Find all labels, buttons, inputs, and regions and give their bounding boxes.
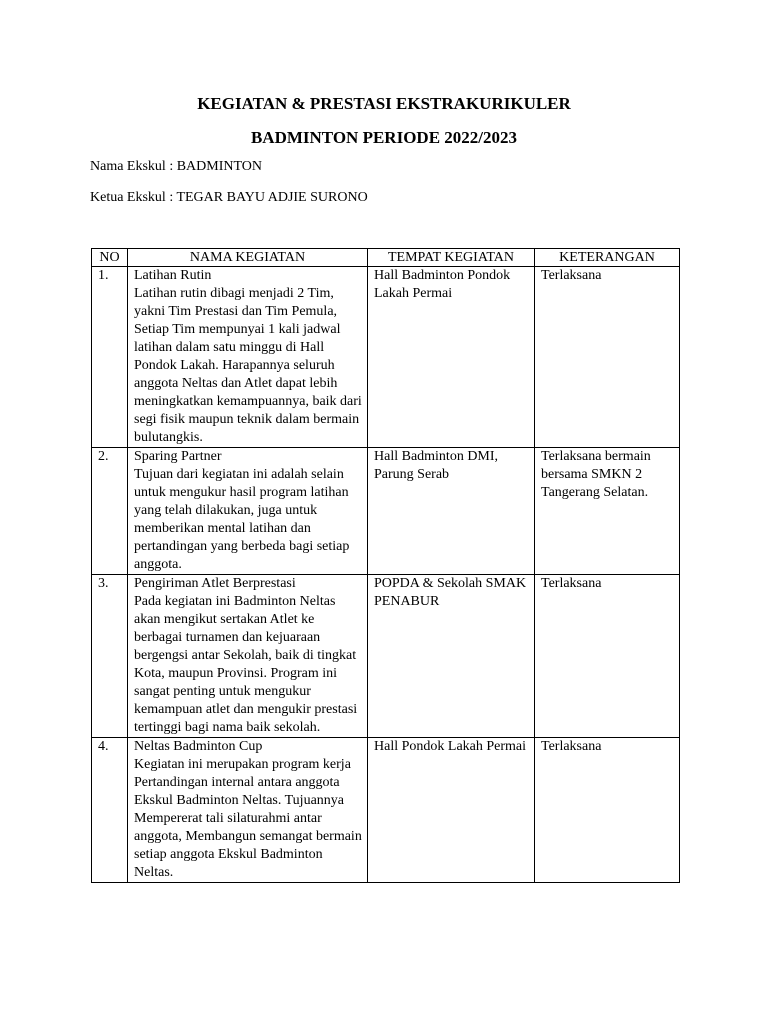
row-no: 4. — [92, 738, 128, 883]
row-tempat-kegiatan: Hall Badminton DMI, Parung Serab — [368, 448, 535, 575]
document-title-line2: BADMINTON PERIODE 2022/2023 — [250, 128, 518, 147]
row-no: 3. — [92, 575, 128, 738]
header-nama-kegiatan: NAMA KEGIATAN — [128, 249, 368, 267]
row-tempat-kegiatan: Hall Pondok Lakah Permai — [368, 738, 535, 883]
row-nama-kegiatan — [128, 448, 368, 575]
kegiatan-table — [91, 248, 680, 883]
row-keterangan: Terlaksana — [535, 575, 680, 738]
kegiatan-description: Latihan rutin dibagi menjadi 2 Tim, yakni Tim Prestasi dan Tim Pemula, Setiap Tim mempunyai 1 kali jadwal latihan dalam satu minggu di Hall Pondok Lakah. Harapannya seluruh anggota Neltas dan Atlet dapat lebih meningkatkan kemampuannya, baik dari segi fisik maupun teknik dalam bermain bulutangkis. — [134, 286, 362, 445]
row-nama-kegiatan — [128, 267, 368, 448]
row-keterangan: Terlaksana — [535, 267, 680, 448]
ketua-ekskul: Ketua Ekskul : TEGAR BAYU ADJIE SURONO — [90, 190, 368, 205]
table-row — [92, 267, 680, 448]
kegiatan-description: Tujuan dari kegiatan ini adalah selain untuk mengukur hasil program latihan yang telah dilakukan, juga untuk memberikan mental latihan dan pertandingan yang berbeda bagi setiap anggota. — [134, 467, 350, 572]
table-row — [92, 738, 680, 883]
kegiatan-description: Pada kegiatan ini Badminton Neltas akan mengikut sertakan Atlet ke berbagai turnamen dan kejuaraan bergengsi antar Sekolah, baik di tingkat Kota, maupun Provinsi. Program ini sangat penting untuk mengukur kemampuan atlet dan mengukir prestasi tertinggi bagi nama baik sekolah. — [134, 594, 358, 735]
kegiatan-title: Pengiriman Atlet Berprestasi — [134, 576, 296, 591]
header-keterangan: KETERANGAN — [535, 249, 680, 267]
table-row — [92, 448, 680, 575]
kegiatan-title: Latihan Rutin — [134, 268, 212, 283]
header-no: NO — [92, 249, 128, 267]
table-header-row — [92, 249, 680, 267]
row-nama-kegiatan — [128, 575, 368, 738]
nama-ekskul: Nama Ekskul : BADMINTON — [90, 159, 263, 174]
kegiatan-description: Kegiatan ini merupakan program kerja Pertandingan internal antara anggota Ekskul Badminton Neltas. Tujuannya Mempererat tali silaturahmi antar anggota, Membangun semangat bermain setiap anggota Ekskul Badminton Neltas. — [134, 757, 362, 880]
row-keterangan: Terlaksana bermain bersama SMKN 2 Tangerang Selatan. — [535, 448, 680, 575]
table-row — [92, 575, 680, 738]
header-tempat-kegiatan: TEMPAT KEGIATAN — [368, 249, 535, 267]
kegiatan-title: Sparing Partner — [134, 449, 222, 464]
row-no: 2. — [92, 448, 128, 575]
document-title-line1: KEGIATAN & PRESTASI EKSTRAKURIKULER — [197, 94, 571, 113]
row-tempat-kegiatan: POPDA & Sekolah SMAK PENABUR — [368, 575, 535, 738]
row-nama-kegiatan — [128, 738, 368, 883]
row-keterangan: Terlaksana — [535, 738, 680, 883]
kegiatan-title: Neltas Badminton Cup — [134, 739, 263, 754]
row-tempat-kegiatan: Hall Badminton Pondok Lakah Permai — [368, 267, 535, 448]
row-no: 1. — [92, 267, 128, 448]
